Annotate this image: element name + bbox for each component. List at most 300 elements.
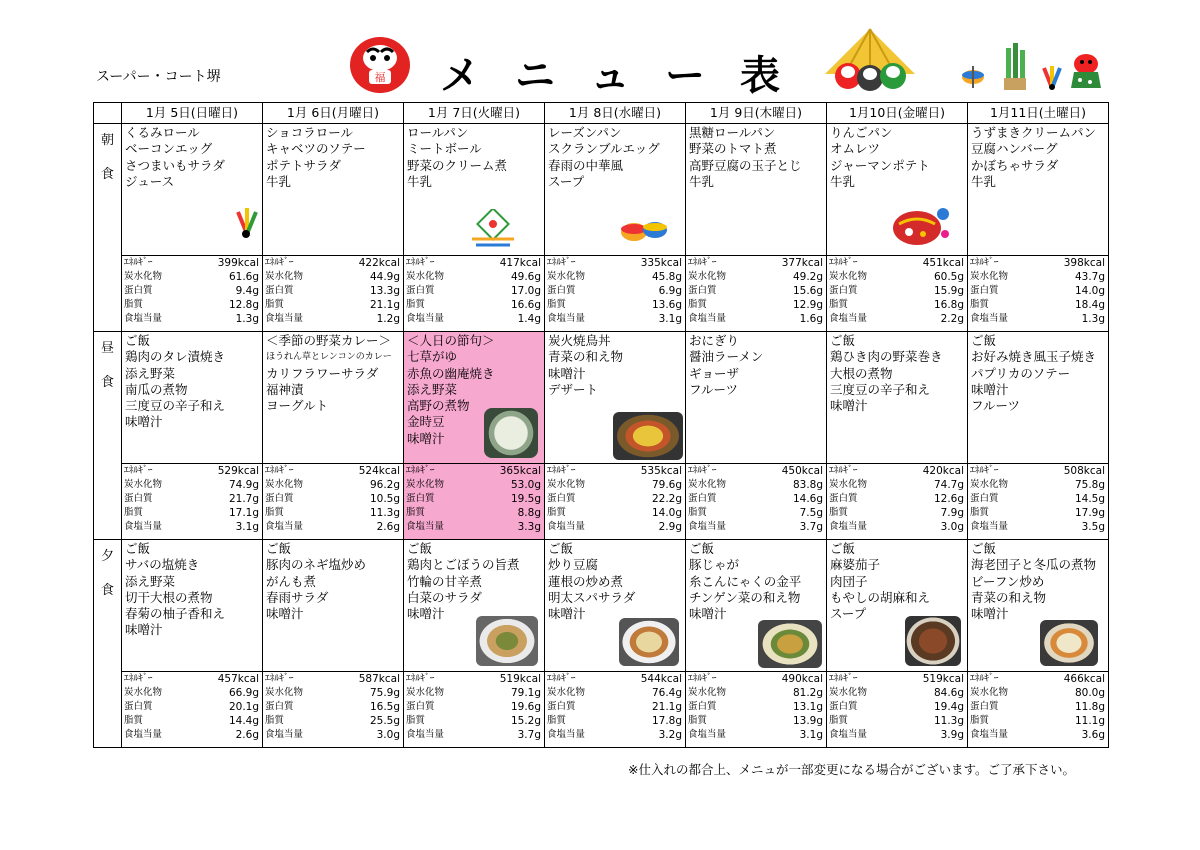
dish-list: [968, 124, 1108, 190]
feather-decoration-icon: [234, 204, 260, 238]
nutrition-row: [122, 520, 262, 534]
nutrition-row: [263, 520, 403, 534]
nutrient-value: 13.6g: [651, 299, 682, 311]
dish-item: キャベツのソテー: [266, 141, 366, 157]
nutrient-label: 食塩当量: [970, 521, 1009, 532]
nutrient-value: 14.0g: [1074, 285, 1105, 297]
nutrient-value: 76.4g: [651, 687, 682, 699]
nutrient-label: 脂質: [547, 507, 567, 518]
nutrition-row: [827, 284, 967, 298]
nutrient-value: 14.5g: [1074, 493, 1105, 505]
nutrient-label: 脂質: [829, 299, 849, 310]
nutrient-value: 20.1g: [228, 701, 259, 713]
nutrient-value: 3.1g: [799, 729, 823, 741]
dish-item: フルーツ: [971, 398, 1021, 414]
nutrient-value: 15.6g: [792, 285, 823, 297]
nutrition-row: [827, 298, 967, 312]
nutrition-cell: [686, 256, 827, 332]
nutrient-label: 蛋白質: [829, 493, 858, 504]
nutrition-row: [263, 312, 403, 326]
dinner-cell: [404, 540, 545, 672]
nutrition-row: [404, 312, 544, 326]
nutrition-row: [122, 728, 262, 742]
nutrient-value: 14.4g: [228, 715, 259, 727]
dish-item: 麻婆茄子: [830, 557, 881, 573]
nutrient-label: 炭水化物: [265, 687, 304, 698]
dish-list: [686, 332, 826, 398]
nutrition-row: [122, 714, 262, 728]
nutrient-label: ｴﾈﾙｷﾞｰ: [406, 465, 435, 476]
nutrient-value: 21.7g: [228, 493, 259, 505]
food-photo-shrimp-dumpling: [1040, 620, 1098, 666]
nutrition-row: [263, 506, 403, 520]
nutrition-row: [686, 284, 826, 298]
dish-item: 糸こんにゃくの金平: [689, 573, 802, 589]
nutrition-cell: [122, 256, 263, 332]
nutrient-label: 食塩当量: [688, 521, 727, 532]
nutrition-row: [968, 714, 1108, 728]
nutrient-label: ｴﾈﾙｷﾞｰ: [265, 673, 294, 684]
nutrient-value: 49.2g: [792, 271, 823, 283]
nutrient-label: ｴﾈﾙｷﾞｰ: [547, 673, 576, 684]
nutrition-row: [827, 672, 967, 686]
dish-item: チンゲン菜の和え物: [689, 589, 801, 605]
nutrient-label: 炭水化物: [970, 479, 1009, 490]
nutrient-value: 13.9g: [792, 715, 823, 727]
nutrition-row: [545, 284, 685, 298]
lunch-cell: [545, 332, 686, 464]
dish-item: ジャーマンポテト: [830, 157, 930, 173]
nutrient-label: ｴﾈﾙｷﾞｰ: [265, 257, 294, 268]
meal-label-char: 食: [100, 374, 114, 390]
nutrient-label: ｴﾈﾙｷﾞｰ: [406, 673, 435, 684]
spinning-top-icon: [960, 64, 986, 90]
footer-note: ※仕入れの都合上、メニュが一部変更になる場合がございます。ご了承下さい。: [628, 762, 1075, 777]
nutrient-value: 21.1g: [369, 299, 400, 311]
nutrient-value: 2.2g: [940, 313, 964, 325]
nutrition-row: [686, 464, 826, 478]
nutrition-cell: [827, 256, 968, 332]
nutrient-label: 脂質: [124, 507, 144, 518]
date-header: 1月 8日(水曜日): [545, 103, 686, 124]
title-char: ー: [665, 53, 705, 99]
lunch-cell: [968, 332, 1109, 464]
dish-item: 味噌汁: [548, 365, 586, 381]
nutrient-value: 508kcal: [1063, 465, 1105, 477]
nutrient-value: 3.7g: [799, 521, 823, 533]
nutrient-label: 炭水化物: [688, 271, 727, 282]
lunch-cell: [122, 332, 263, 464]
nutrition-cell: [968, 464, 1109, 540]
nutrient-value: 66.9g: [228, 687, 259, 699]
nutrition-row: [404, 256, 544, 270]
dish-item: スープ: [548, 173, 585, 189]
menu-table: [93, 102, 1109, 748]
nutrition-cell: [545, 464, 686, 540]
nutrition-row: [968, 506, 1108, 520]
nutrition-row: [686, 672, 826, 686]
dinner-cell: [968, 540, 1109, 672]
nutrient-value: 12.9g: [792, 299, 823, 311]
nutrient-label: 脂質: [829, 507, 849, 518]
nutrition-row: [827, 270, 967, 284]
nutrient-label: 炭水化物: [124, 687, 163, 698]
kite-decoration-icon: [468, 209, 518, 251]
dish-item: 切干大根の煮物: [125, 589, 213, 605]
nutrition-row: [404, 270, 544, 284]
nutrition-row: [968, 492, 1108, 506]
nutrition-cell: [827, 672, 968, 748]
nutrition-cell: [122, 672, 263, 748]
nutrient-value: 422kcal: [358, 257, 400, 269]
nutrient-value: 3.3g: [517, 521, 541, 533]
nutrition-row: [263, 270, 403, 284]
nutrition-row: [545, 520, 685, 534]
nutrition-row: [968, 298, 1108, 312]
dish-item: 味噌汁: [971, 606, 1009, 622]
lunch-cell: [827, 332, 968, 464]
nutrition-row: [263, 672, 403, 686]
nutrient-value: 74.9g: [228, 479, 259, 491]
dish-list: [122, 540, 262, 639]
nutrition-row: [968, 312, 1108, 326]
date-header: 1月 7日(火曜日): [404, 103, 545, 124]
nutrition-row: [404, 700, 544, 714]
nutrient-value: 60.5g: [933, 271, 964, 283]
nutrition-row: [827, 464, 967, 478]
dish-item: がんも煮: [266, 573, 317, 589]
dish-item: オムレツ: [830, 141, 881, 157]
nutrition-row: [968, 686, 1108, 700]
title-char: 表: [740, 53, 780, 99]
date-header: 1月 9日(木曜日): [686, 103, 827, 124]
dinner-nutrition-row: [94, 672, 1109, 748]
nutrient-label: ｴﾈﾙｷﾞｰ: [829, 673, 858, 684]
nutrient-label: 蛋白質: [970, 493, 999, 504]
nutrition-row: [827, 700, 967, 714]
nutrition-row: [827, 728, 967, 742]
nutrient-label: 食塩当量: [265, 521, 304, 532]
nutrient-value: 14.0g: [651, 507, 682, 519]
facility-name: スーパー・コート堺: [96, 69, 221, 85]
title-char: ュ: [590, 53, 630, 99]
nutrient-value: 3.5g: [1081, 521, 1105, 533]
nutrition-row: [122, 492, 262, 506]
nutrient-value: 377kcal: [781, 257, 823, 269]
dish-item: 豚じゃが: [689, 557, 740, 573]
dinner-label: [94, 540, 122, 748]
nutrient-value: 398kcal: [1063, 257, 1105, 269]
nutrient-value: 490kcal: [781, 673, 823, 685]
nutrition-row: [263, 728, 403, 742]
nutrient-label: 食塩当量: [547, 729, 586, 740]
nutrient-value: 80.0g: [1074, 687, 1105, 699]
dish-list: [263, 332, 403, 414]
nutrition-row: [263, 686, 403, 700]
dish-item: 味噌汁: [548, 606, 586, 622]
nutrition-row: [404, 478, 544, 492]
nutrient-value: 11.1g: [1074, 715, 1105, 727]
nutrient-value: 49.6g: [510, 271, 541, 283]
nutrient-label: 蛋白質: [124, 285, 153, 296]
nutrient-value: 19.5g: [510, 493, 541, 505]
nutrient-label: 蛋白質: [688, 493, 717, 504]
corner-cell: [94, 103, 122, 124]
meal-label-char: 朝: [100, 133, 114, 148]
spinning-top-decoration-icon: [619, 214, 669, 248]
nutrition-row: [686, 714, 826, 728]
nutrient-label: 炭水化物: [829, 479, 868, 490]
dish-item: 福神漬: [266, 381, 304, 397]
dish-item: パプリカのソテー: [971, 365, 1071, 381]
nutrition-row: [968, 728, 1108, 742]
dish-item: ご飯: [689, 541, 715, 556]
nutrition-row: [545, 478, 685, 492]
dinner-cell: [263, 540, 404, 672]
nutrient-label: 脂質: [688, 715, 708, 726]
dinner-cell: [686, 540, 827, 672]
nutrient-label: 蛋白質: [124, 493, 153, 504]
dish-item: 竹輪の甘辛煮: [407, 573, 483, 589]
dish-item: 豆腐ハンバーグ: [971, 141, 1058, 157]
nutrient-value: 16.5g: [369, 701, 400, 713]
nutrient-label: 食塩当量: [265, 313, 304, 324]
dinner-cell: [827, 540, 968, 672]
nutrition-cell: [404, 256, 545, 332]
nutrient-label: 脂質: [547, 715, 567, 726]
nutrient-value: 15.9g: [933, 285, 964, 297]
nutrition-row: [545, 714, 685, 728]
nutrition-row: [404, 728, 544, 742]
nutrition-row: [827, 312, 967, 326]
dish-item: さつまいもサラダ: [125, 157, 225, 173]
nutrient-value: 7.5g: [799, 507, 823, 519]
nutrient-value: 524kcal: [358, 465, 400, 477]
nutrient-label: 炭水化物: [688, 687, 727, 698]
nutrition-row: [686, 492, 826, 506]
nutrition-row: [827, 686, 967, 700]
meal-label-char: 食: [100, 582, 114, 598]
nutrition-row: [122, 506, 262, 520]
nutrition-row: [968, 284, 1108, 298]
nutrition-row: [263, 298, 403, 312]
date-header: 1月10日(金曜日): [827, 103, 968, 124]
nutrient-value: 25.5g: [369, 715, 400, 727]
nutrient-value: 19.6g: [510, 701, 541, 713]
nutrient-label: 脂質: [265, 715, 285, 726]
nutrient-label: 脂質: [970, 299, 990, 310]
nutrient-value: 53.0g: [510, 479, 541, 491]
nutrient-value: 2.6g: [235, 729, 259, 741]
dish-item: レーズンパン: [548, 125, 622, 140]
nutrition-cell: [827, 464, 968, 540]
dish-item: 味噌汁: [266, 606, 304, 622]
dish-item: ＜人日の節句＞: [407, 333, 495, 348]
food-photo-yakitori-don: [613, 412, 683, 460]
nutrition-row: [968, 520, 1108, 534]
nutrition-row: [968, 464, 1108, 478]
nutrient-label: 食塩当量: [970, 729, 1009, 740]
dish-list: [827, 332, 967, 414]
lunch-cell: [686, 332, 827, 464]
nutrient-label: 食塩当量: [688, 729, 727, 740]
dish-item: 野菜のトマト煮: [689, 141, 777, 157]
nutrient-label: 蛋白質: [124, 701, 153, 712]
nutrient-label: ｴﾈﾙｷﾞｰ: [688, 257, 717, 268]
nutrient-value: 1.4g: [517, 313, 541, 325]
food-photo-nikujaga: [758, 620, 822, 668]
nutrient-value: 9.4g: [235, 285, 259, 297]
nutrient-value: 83.8g: [792, 479, 823, 491]
nutrition-cell: [404, 464, 545, 540]
dish-item: 添え野菜: [125, 573, 176, 589]
nutrient-value: 74.7g: [933, 479, 964, 491]
nutrient-value: 335kcal: [640, 257, 682, 269]
nutrient-label: 脂質: [970, 507, 990, 518]
dish-item: ご飯: [407, 541, 433, 556]
nutrient-value: 1.2g: [376, 313, 400, 325]
dinner-cell: [545, 540, 686, 672]
nutrient-label: 脂質: [688, 507, 708, 518]
nutrient-value: 15.2g: [510, 715, 541, 727]
dish-item: ＜季節の野菜カレー＞: [266, 333, 392, 348]
nutrition-row: [263, 478, 403, 492]
dish-item: カリフラワーサラダ: [266, 365, 379, 381]
nutrient-value: 11.8g: [1074, 701, 1105, 713]
food-photo-porridge: [484, 408, 538, 458]
nutrient-label: ｴﾈﾙｷﾞｰ: [547, 257, 576, 268]
dish-item: くるみロール: [125, 125, 200, 140]
dish-list: [827, 124, 967, 190]
nutrient-value: 16.8g: [933, 299, 964, 311]
nutrient-value: 75.9g: [369, 687, 400, 699]
nutrient-value: 75.8g: [1074, 479, 1105, 491]
nutrient-label: 食塩当量: [547, 313, 586, 324]
nutrition-row: [545, 270, 685, 284]
nutrient-label: 脂質: [406, 715, 426, 726]
nutrient-value: 81.2g: [792, 687, 823, 699]
nutrition-row: [686, 256, 826, 270]
nutrient-value: 12.6g: [933, 493, 964, 505]
dish-item: 青菜の和え物: [971, 589, 1047, 605]
nutrient-value: 16.6g: [510, 299, 541, 311]
dish-item: 添え野菜: [407, 381, 458, 397]
dish-item: 春雨の中華風: [548, 157, 624, 173]
dish-item: 赤魚の幽庵焼き: [407, 365, 495, 381]
nutrition-row: [545, 672, 685, 686]
dish-list: [122, 332, 262, 431]
breakfast-cell: [968, 124, 1109, 256]
dish-item: 金時豆: [407, 414, 445, 430]
dish-list: [968, 540, 1108, 622]
nutrition-row: [827, 492, 967, 506]
nutrition-row: [263, 700, 403, 714]
nutrition-row: [263, 492, 403, 506]
dish-list: [404, 540, 544, 622]
nutrition-row: [404, 520, 544, 534]
nutrition-row: [122, 478, 262, 492]
nutrient-label: 食塩当量: [406, 521, 445, 532]
dish-item: 牛乳: [689, 173, 715, 189]
nutrient-value: 22.2g: [651, 493, 682, 505]
dish-item: 鶏ひき肉の野菜巻き: [830, 349, 943, 365]
dish-item: ミートボール: [407, 141, 482, 157]
nutrient-label: ｴﾈﾙｷﾞｰ: [688, 465, 717, 476]
nutrient-value: 3.2g: [658, 729, 682, 741]
lunch-label: [94, 332, 122, 540]
dish-item: フルーツ: [689, 381, 739, 397]
nutrient-label: 食塩当量: [829, 313, 868, 324]
nutrition-row: [686, 270, 826, 284]
lunch-cell: [263, 332, 404, 464]
dish-item: 醤油ラーメン: [689, 349, 764, 365]
breakfast-cell: [263, 124, 404, 256]
nutrition-row: [686, 728, 826, 742]
lucky-bag-decoration-icon: [889, 198, 953, 248]
lunch-cell-highlighted: [404, 332, 545, 464]
dish-item: 鶏肉のタレ漬焼き: [125, 349, 226, 365]
nutrient-value: 529kcal: [217, 465, 259, 477]
dish-item: ベーコンエッグ: [125, 141, 213, 157]
nutrient-value: 45.8g: [651, 271, 682, 283]
nutrient-value: 7.9g: [940, 507, 964, 519]
nutrition-row: [968, 700, 1108, 714]
nutrient-value: 519kcal: [499, 673, 541, 685]
dinner-dish-row: [94, 540, 1109, 672]
title-char: メ: [440, 53, 480, 99]
title-char: ニ: [515, 53, 555, 99]
nutrition-row: [122, 270, 262, 284]
nutrient-label: 蛋白質: [688, 701, 717, 712]
nutrient-label: 蛋白質: [829, 285, 858, 296]
dish-item: スープ: [830, 606, 867, 622]
nutrient-value: 19.4g: [933, 701, 964, 713]
dish-item: ポテトサラダ: [266, 157, 341, 173]
nutrition-row: [827, 478, 967, 492]
nutrient-label: 炭水化物: [124, 479, 163, 490]
nutrition-row: [263, 284, 403, 298]
nutrient-value: 1.3g: [1081, 313, 1105, 325]
nutrient-label: 蛋白質: [688, 285, 717, 296]
date-header-row: [94, 103, 1109, 124]
dish-item: 春雨サラダ: [266, 589, 329, 605]
nutrient-value: 2.6g: [376, 521, 400, 533]
nutrient-value: 17.0g: [510, 285, 541, 297]
dish-item: 黒糖ロールパン: [689, 125, 776, 140]
dish-item: ロールパン: [407, 125, 469, 140]
nutrient-value: 14.6g: [792, 493, 823, 505]
nutrient-value: 420kcal: [922, 465, 964, 477]
dish-item: 炭火焼鳥丼: [548, 333, 611, 348]
nutrition-row: [122, 686, 262, 700]
nutrition-row: [827, 520, 967, 534]
nutrient-label: ｴﾈﾙｷﾞｰ: [829, 257, 858, 268]
dish-list: [122, 124, 262, 190]
nutrient-value: 3.7g: [517, 729, 541, 741]
nutrient-label: 炭水化物: [406, 271, 445, 282]
nutrient-label: 蛋白質: [265, 493, 294, 504]
dish-item: 高野豆腐の玉子とじ: [689, 157, 802, 173]
nutrient-value: 3.1g: [235, 521, 259, 533]
nutrition-row: [686, 520, 826, 534]
date-header: 1月11日(土曜日): [968, 103, 1109, 124]
nutrient-label: 炭水化物: [265, 479, 304, 490]
nutrient-label: 食塩当量: [124, 729, 163, 740]
meal-label-char: 昼: [100, 341, 114, 356]
nutrition-row: [545, 256, 685, 270]
nutrition-row: [404, 464, 544, 478]
nutrition-row: [545, 686, 685, 700]
